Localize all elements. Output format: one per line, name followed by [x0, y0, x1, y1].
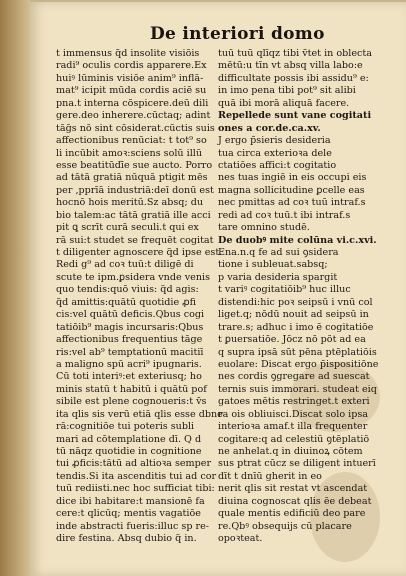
text-line: nes cordis ꝯgregare ad suescat [218, 371, 370, 383]
text-line: diuina cognoscat qlis ēe debeat [218, 495, 372, 507]
text-line: tendis.Si ita ascenditis tui ad cor [56, 470, 217, 482]
text-line: ris:vel ab⁹ temptationū macitiī [56, 346, 204, 358]
text-line: ternis suis immorari. studeat eiq [218, 383, 377, 395]
text-line: per ,pprīā industriā:deī donū est [56, 184, 214, 196]
text-line: liget.q; nōdū nouit ad seipsū in [218, 309, 369, 321]
text-line: ad tātā gratiā nūquā ptigit mēs [56, 172, 208, 184]
text-line: tatiōib⁹ magis incursaris:Qbus [56, 321, 204, 333]
text-line: distendi:hic poꝛ seipsū i vnū col [218, 296, 373, 308]
text-line: t variꝰ cogitatiōib⁹ huc illuc [218, 284, 351, 296]
text-line: rā sui:t studet se frequēt cogitat [56, 234, 214, 246]
text-line: hocnō hois meritū.Sz absq; du [56, 197, 204, 209]
text-line: tuū rediisti.nec hoc sufficiat tibi: [56, 483, 215, 495]
text-line: gatoes mētis restringet.t exteri [218, 396, 370, 408]
text-line: ita qlis sis verū etiā qlis esse dbne [56, 408, 223, 420]
text-line: p varia desideria spargit [218, 271, 338, 283]
text-line: De duobꝰ mite colūna vi.c.xvi. [218, 234, 377, 246]
text-line: ne anhelat.q in diuinoꝝ cōtem [218, 446, 363, 457]
text-line: euolare: Discat ergo p̄ispositiōne [218, 358, 379, 370]
text-line: nerit qlis sit restat vt ascendat [218, 483, 368, 495]
text-line: t immensus q̃d insolite visiōis [56, 48, 200, 59]
text-line: esse beatitūdī̄e sue aucto. Porro [56, 159, 213, 171]
text-line: scute te ipm.ꝑsidera vnde venis [56, 271, 210, 283]
text-line: ctatiōes affici:t cogitatio [218, 159, 337, 171]
text-line: cere:t qlicūq; mentis vagatiōe [56, 508, 201, 520]
text-line: tui ꝓficis:tātū ad altioꝛa semper [56, 458, 212, 470]
running-head: De interiori domo [150, 24, 325, 44]
text-line: a maligno spū acri⁹ ipugnaris. [56, 358, 202, 370]
text-line: pit ꝗ scrīt curā seculi.t qui ex [56, 222, 199, 234]
text-line: pna.t interna cōspicere.deū dili [56, 97, 209, 109]
text-line: re.Qbꝰ obsequijs cū placare [218, 520, 352, 532]
text-line: in imo pena tibi pot⁹ sit alibi [218, 85, 356, 97]
text-line: mari ad cōtemplatione dī. Q d [56, 433, 202, 445]
text-line: Ena.n.q fe ad sui ꝯsidera [218, 247, 339, 258]
text-line: quā ibi morā aliquā facere. [218, 97, 350, 109]
text-line: difficultate possis ibi assidu⁹ e: [218, 72, 369, 84]
text-line: quale mentis edificiū deo pare [218, 508, 366, 520]
text-line: gere.deo inherere.cūctaq; adint [56, 110, 211, 122]
text-line: q supra ipsā sūt pēna ptēplatiōis [218, 346, 377, 358]
text-line: nec pmittas ad coꝛ tuū intraf.s [218, 197, 366, 209]
text-line: quo tendis:quō viuis: q̃d agis: [56, 284, 199, 296]
text-line: minis statū t habitū i quātū pof [56, 383, 207, 395]
text-line: J ergo p̄sieris desideria [218, 135, 331, 147]
book-gutter [0, 0, 30, 576]
text-line: t diligenter agnoscere q̃d ipse est. [56, 247, 223, 258]
text-line: dice ibi habitare:t mansionē fa [56, 495, 205, 507]
text-line: cogitare:q ad celestiū ꝯtēplatiō [218, 433, 370, 445]
left-text-column [56, 48, 223, 546]
text-line: trare.s; adhuc i imo ē cogitatiōe [218, 321, 374, 333]
text-line: magna sollicitudine ꝑcelle eas [218, 184, 365, 196]
text-line: huiꝰ lūminis visiōe anim⁹ inflā- [56, 72, 204, 84]
text-line: affectionibus renūciat: t tot⁹ so [56, 135, 207, 147]
text-line: dire festina. Absq dubio q̃ in. [56, 533, 197, 545]
text-line: rā:cognitiōe tui poteris subli [56, 421, 195, 433]
text-line: inde abstracti fueris:illuc sp re- [56, 520, 210, 532]
text-line: li incūbit amoꝛ:sciens solū illū [56, 147, 203, 159]
text-line: sus ptrat cūcz se diligent intuerī [218, 458, 376, 470]
text-line: tū nāqz quotidie in cognitione [56, 446, 202, 457]
text-line: bio talem:ac tātā gratiā ille acci [56, 209, 211, 221]
text-line: mat⁹ icipit mūda cordis aciē su [56, 85, 207, 97]
text-line: tione i̇ subleuat.sabsq; [218, 259, 328, 271]
text-line: opoꝛteat. [218, 533, 263, 545]
text-line: tuū tuū qlīqz tibi v̄tet in oblecta [218, 48, 372, 59]
text-line: tua circa exterioꝛa dele [218, 147, 332, 159]
text-line: cis:vel quātū deficis.Qbus cogi [56, 309, 205, 321]
text-line: q̃d amittis:quātū quotidie ꝓfi [56, 296, 197, 308]
text-line: redi ad coꝛ tuū.t ibi intraf.s [218, 209, 351, 221]
text-line: tāḡs nō sint cōsiderat.cūctis suis [56, 122, 215, 134]
text-line: t ꝑuersatiōe. Jōcz nō pōt ad ea [218, 334, 366, 346]
text-line: radi⁹ oculis cordis apparere.Ex [56, 60, 207, 72]
text-line: nes tuas ingiē in eis occupi eis [218, 172, 367, 184]
text-line: dīt t dnīū gherit in eo [218, 470, 322, 482]
text-line: ra ois obliuisci.Discat solo ipsa [218, 408, 369, 420]
right-text-column [218, 48, 379, 546]
text-line: sibile est plene cognoueris:t v̄s [56, 396, 207, 408]
text-line: mētū:u tīn vt absq villa labo:e [218, 60, 363, 72]
text-line: Redi g⁹ ad coꝛ tuū:t diligē di [56, 259, 194, 271]
text-line: Repellede sunt vane cogitati [218, 110, 372, 122]
text-line: ones a cor.de.ca.xv. [218, 122, 321, 134]
text-line: tare omnino studē. [218, 222, 310, 234]
text-line: affectionibus frequentius tāge [56, 334, 203, 346]
text-line: interioꝛa amaf.t illa frequenter [218, 421, 368, 433]
text-line: Cū toti interiꝰ:et exteriusq; ho [56, 371, 202, 383]
